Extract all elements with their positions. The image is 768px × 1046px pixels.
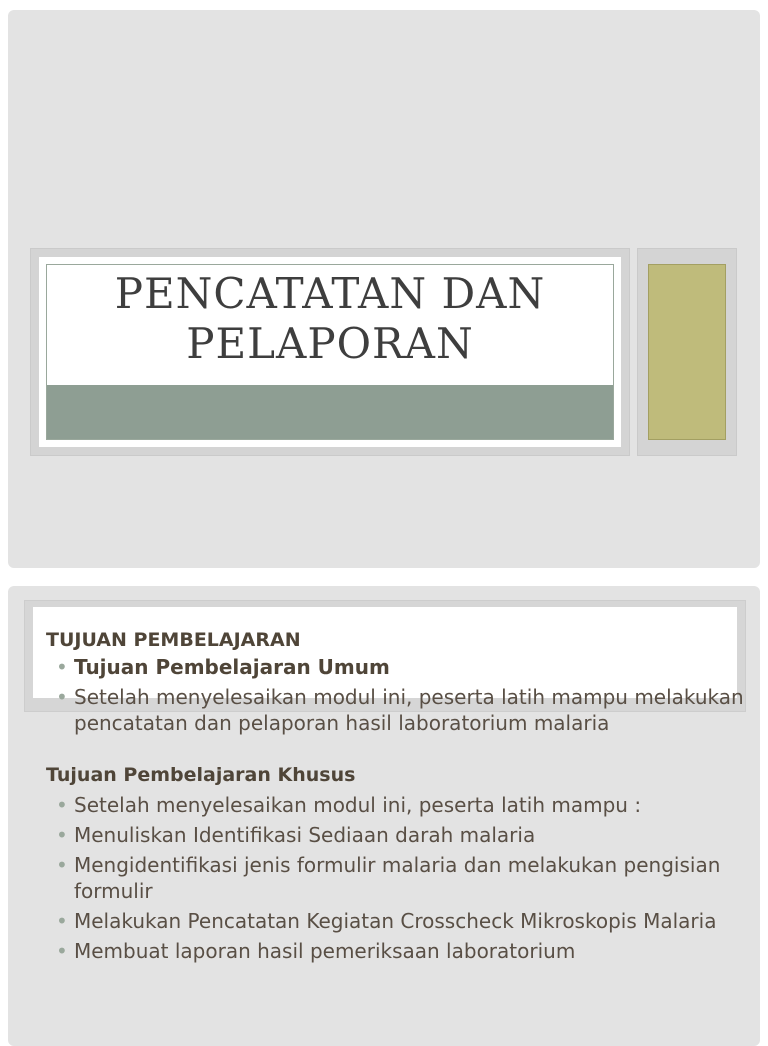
slide-title bbox=[47, 269, 613, 369]
title-line-2: PELAPORAN bbox=[186, 319, 474, 368]
title-line-1: PENCATATAN DAN bbox=[114, 269, 546, 318]
specific-objectives-list bbox=[46, 792, 746, 964]
title-band bbox=[47, 385, 613, 439]
slide-heading: TUJUAN PEMBELAJARAN bbox=[46, 629, 301, 651]
title-frame bbox=[30, 248, 630, 456]
general-objectives-list bbox=[46, 654, 746, 736]
title-slide bbox=[8, 10, 760, 568]
list-item: • Melakukan Pencatatan Kegiatan Crosscheck Mikroskopis Malaria bbox=[46, 908, 746, 934]
list-item: • Tujuan Pembelajaran Umum bbox=[46, 654, 746, 680]
side-accent-frame bbox=[637, 248, 737, 456]
title-box bbox=[46, 264, 614, 440]
list-item: • Setelah menyelesaikan modul ini, peserta latih mampu melakukan pencatatan dan pelaporan hasil laboratorium malaria bbox=[46, 684, 746, 736]
list-item: • Mengidentifikasi jenis formulir malaria dan melakukan pengisian formulir bbox=[46, 852, 746, 904]
specific-objectives-heading: Tujuan Pembelajaran Khusus bbox=[46, 764, 356, 786]
list-item: • Setelah menyelesaikan modul ini, peserta latih mampu : bbox=[46, 792, 746, 818]
list-item: • Membuat laporan hasil pemeriksaan laboratorium bbox=[46, 938, 746, 964]
side-accent-block bbox=[648, 264, 726, 440]
list-item: • Menuliskan Identifikasi Sediaan darah malaria bbox=[46, 822, 746, 848]
slide-content bbox=[46, 626, 746, 968]
content-slide bbox=[8, 586, 760, 1046]
